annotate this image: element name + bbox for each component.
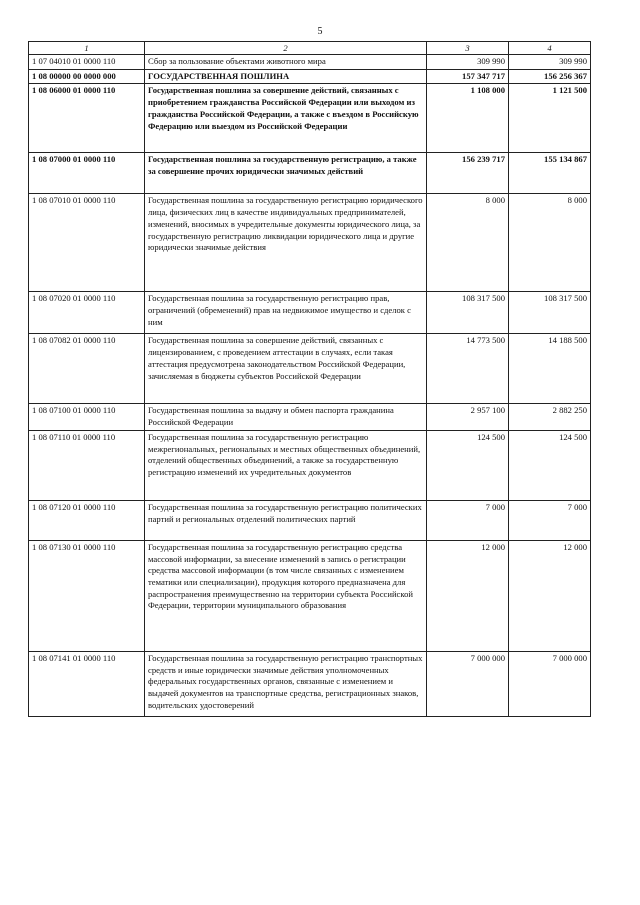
value-col4-cell: 8 000 (509, 194, 591, 292)
table-row (29, 500, 591, 540)
table-row (29, 430, 591, 500)
value-col3-cell: 14 773 500 (427, 334, 509, 404)
value-col3-cell: 309 990 (427, 55, 509, 70)
value-col3-cell: 157 347 717 (427, 69, 509, 84)
value-col3-cell: 8 000 (427, 194, 509, 292)
code-cell: 1 08 00000 00 0000 000 (29, 69, 145, 84)
value-col4-cell: 1 121 500 (509, 84, 591, 153)
value-col3-cell: 156 239 717 (427, 153, 509, 194)
name-cell: Государственная пошлина за государственную регистрацию юридического лица, физических лиц в качестве индивидуальных предпринимателей, изменений, вносимых в учредительные документы юридического лица, за государственную регистрацию ликвидации юридического лица и другие юридически значимые действия (145, 194, 427, 292)
name-cell: ГОСУДАРСТВЕННАЯ ПОШЛИНА (145, 69, 427, 84)
table-row (29, 153, 591, 194)
name-cell: Государственная пошлина за совершение действий, связанных с лицензированием, с проведением аттестации в случаях, если такая аттестация предусмотрена законодательством Российской Федерации, зачисляемая в бюджеты субъектов Российской Федерации (145, 334, 427, 404)
code-cell: 1 08 07082 01 0000 110 (29, 334, 145, 404)
table-row (29, 334, 591, 404)
value-col3-cell: 7 000 (427, 500, 509, 540)
column-header-1: 1 (29, 42, 145, 55)
code-cell: 1 08 07110 01 0000 110 (29, 430, 145, 500)
name-cell: Государственная пошлина за государственную регистрацию, а также за совершение прочих юридически значимых действий (145, 153, 427, 194)
column-header-3: 3 (427, 42, 509, 55)
value-col3-cell: 108 317 500 (427, 292, 509, 334)
name-cell: Государственная пошлина за государственную регистрацию политических партий и региональных отделений политических партий (145, 500, 427, 540)
value-col4-cell: 7 000 000 (509, 651, 591, 716)
code-cell: 1 08 07100 01 0000 110 (29, 404, 145, 430)
value-col4-cell: 14 188 500 (509, 334, 591, 404)
value-col4-cell: 309 990 (509, 55, 591, 70)
table-row (29, 540, 591, 651)
code-cell: 1 08 07141 01 0000 110 (29, 651, 145, 716)
code-cell: 1 08 07020 01 0000 110 (29, 292, 145, 334)
table-row (29, 194, 591, 292)
value-col3-cell: 1 108 000 (427, 84, 509, 153)
table-row (29, 651, 591, 716)
code-cell: 1 08 06000 01 0000 110 (29, 84, 145, 153)
table-row (29, 404, 591, 430)
value-col3-cell: 2 957 100 (427, 404, 509, 430)
table-row (29, 69, 591, 84)
value-col4-cell: 2 882 250 (509, 404, 591, 430)
table-row (29, 292, 591, 334)
table-header-row (29, 42, 591, 55)
value-col4-cell: 12 000 (509, 540, 591, 651)
value-col4-cell: 124 500 (509, 430, 591, 500)
budget-table (28, 41, 591, 717)
value-col3-cell: 12 000 (427, 540, 509, 651)
name-cell: Сбор за пользование объектами животного мира (145, 55, 427, 70)
column-header-4: 4 (509, 42, 591, 55)
value-col4-cell: 108 317 500 (509, 292, 591, 334)
code-cell: 1 08 07120 01 0000 110 (29, 500, 145, 540)
value-col4-cell: 7 000 (509, 500, 591, 540)
table-row (29, 84, 591, 153)
name-cell: Государственная пошлина за государственную регистрацию межрегиональных, региональных и местных общественных объединений, отделений общественных объединений, а также за государственную регистрацию изменений их учредительных документов (145, 430, 427, 500)
code-cell: 1 08 07010 01 0000 110 (29, 194, 145, 292)
name-cell: Государственная пошлина за государственную регистрацию средства массовой информации, за внесение изменений в запись о регистрации средства массовой информации (в том числе связанных с изменением тематики или специализации), продукция которого предназначена для распространения преимущественно на территории субъекта Российской Федерации, территории муниципального образования (145, 540, 427, 651)
name-cell: Государственная пошлина за выдачу и обмен паспорта гражданина Российской Федерации (145, 404, 427, 430)
code-cell: 1 07 04010 01 0000 110 (29, 55, 145, 70)
page-number: 5 (317, 26, 323, 37)
value-col3-cell: 124 500 (427, 430, 509, 500)
table-body (29, 55, 591, 717)
value-col4-cell: 155 134 867 (509, 153, 591, 194)
column-header-2: 2 (145, 42, 427, 55)
name-cell: Государственная пошлина за государственную регистрацию прав, ограничений (обременений) прав на недвижимое имущество и сделок с ним (145, 292, 427, 334)
table-row (29, 55, 591, 70)
name-cell: Государственная пошлина за государственную регистрацию транспортных средств и иные юридически значимые действия уполномоченных федеральных государственных органов, связанные с изменением и выдачей документов на транспортные средства, регистрационных знаков, водительских удостоверений (145, 651, 427, 716)
value-col3-cell: 7 000 000 (427, 651, 509, 716)
code-cell: 1 08 07130 01 0000 110 (29, 540, 145, 651)
code-cell: 1 08 07000 01 0000 110 (29, 153, 145, 194)
value-col4-cell: 156 256 367 (509, 69, 591, 84)
name-cell: Государственная пошлина за совершение действий, связанных с приобретением гражданства Российской Федерации или выходом из гражданства Российской Федерации, а также с въездом в Российскую Федерацию или выездом из Российской Федерации (145, 84, 427, 153)
